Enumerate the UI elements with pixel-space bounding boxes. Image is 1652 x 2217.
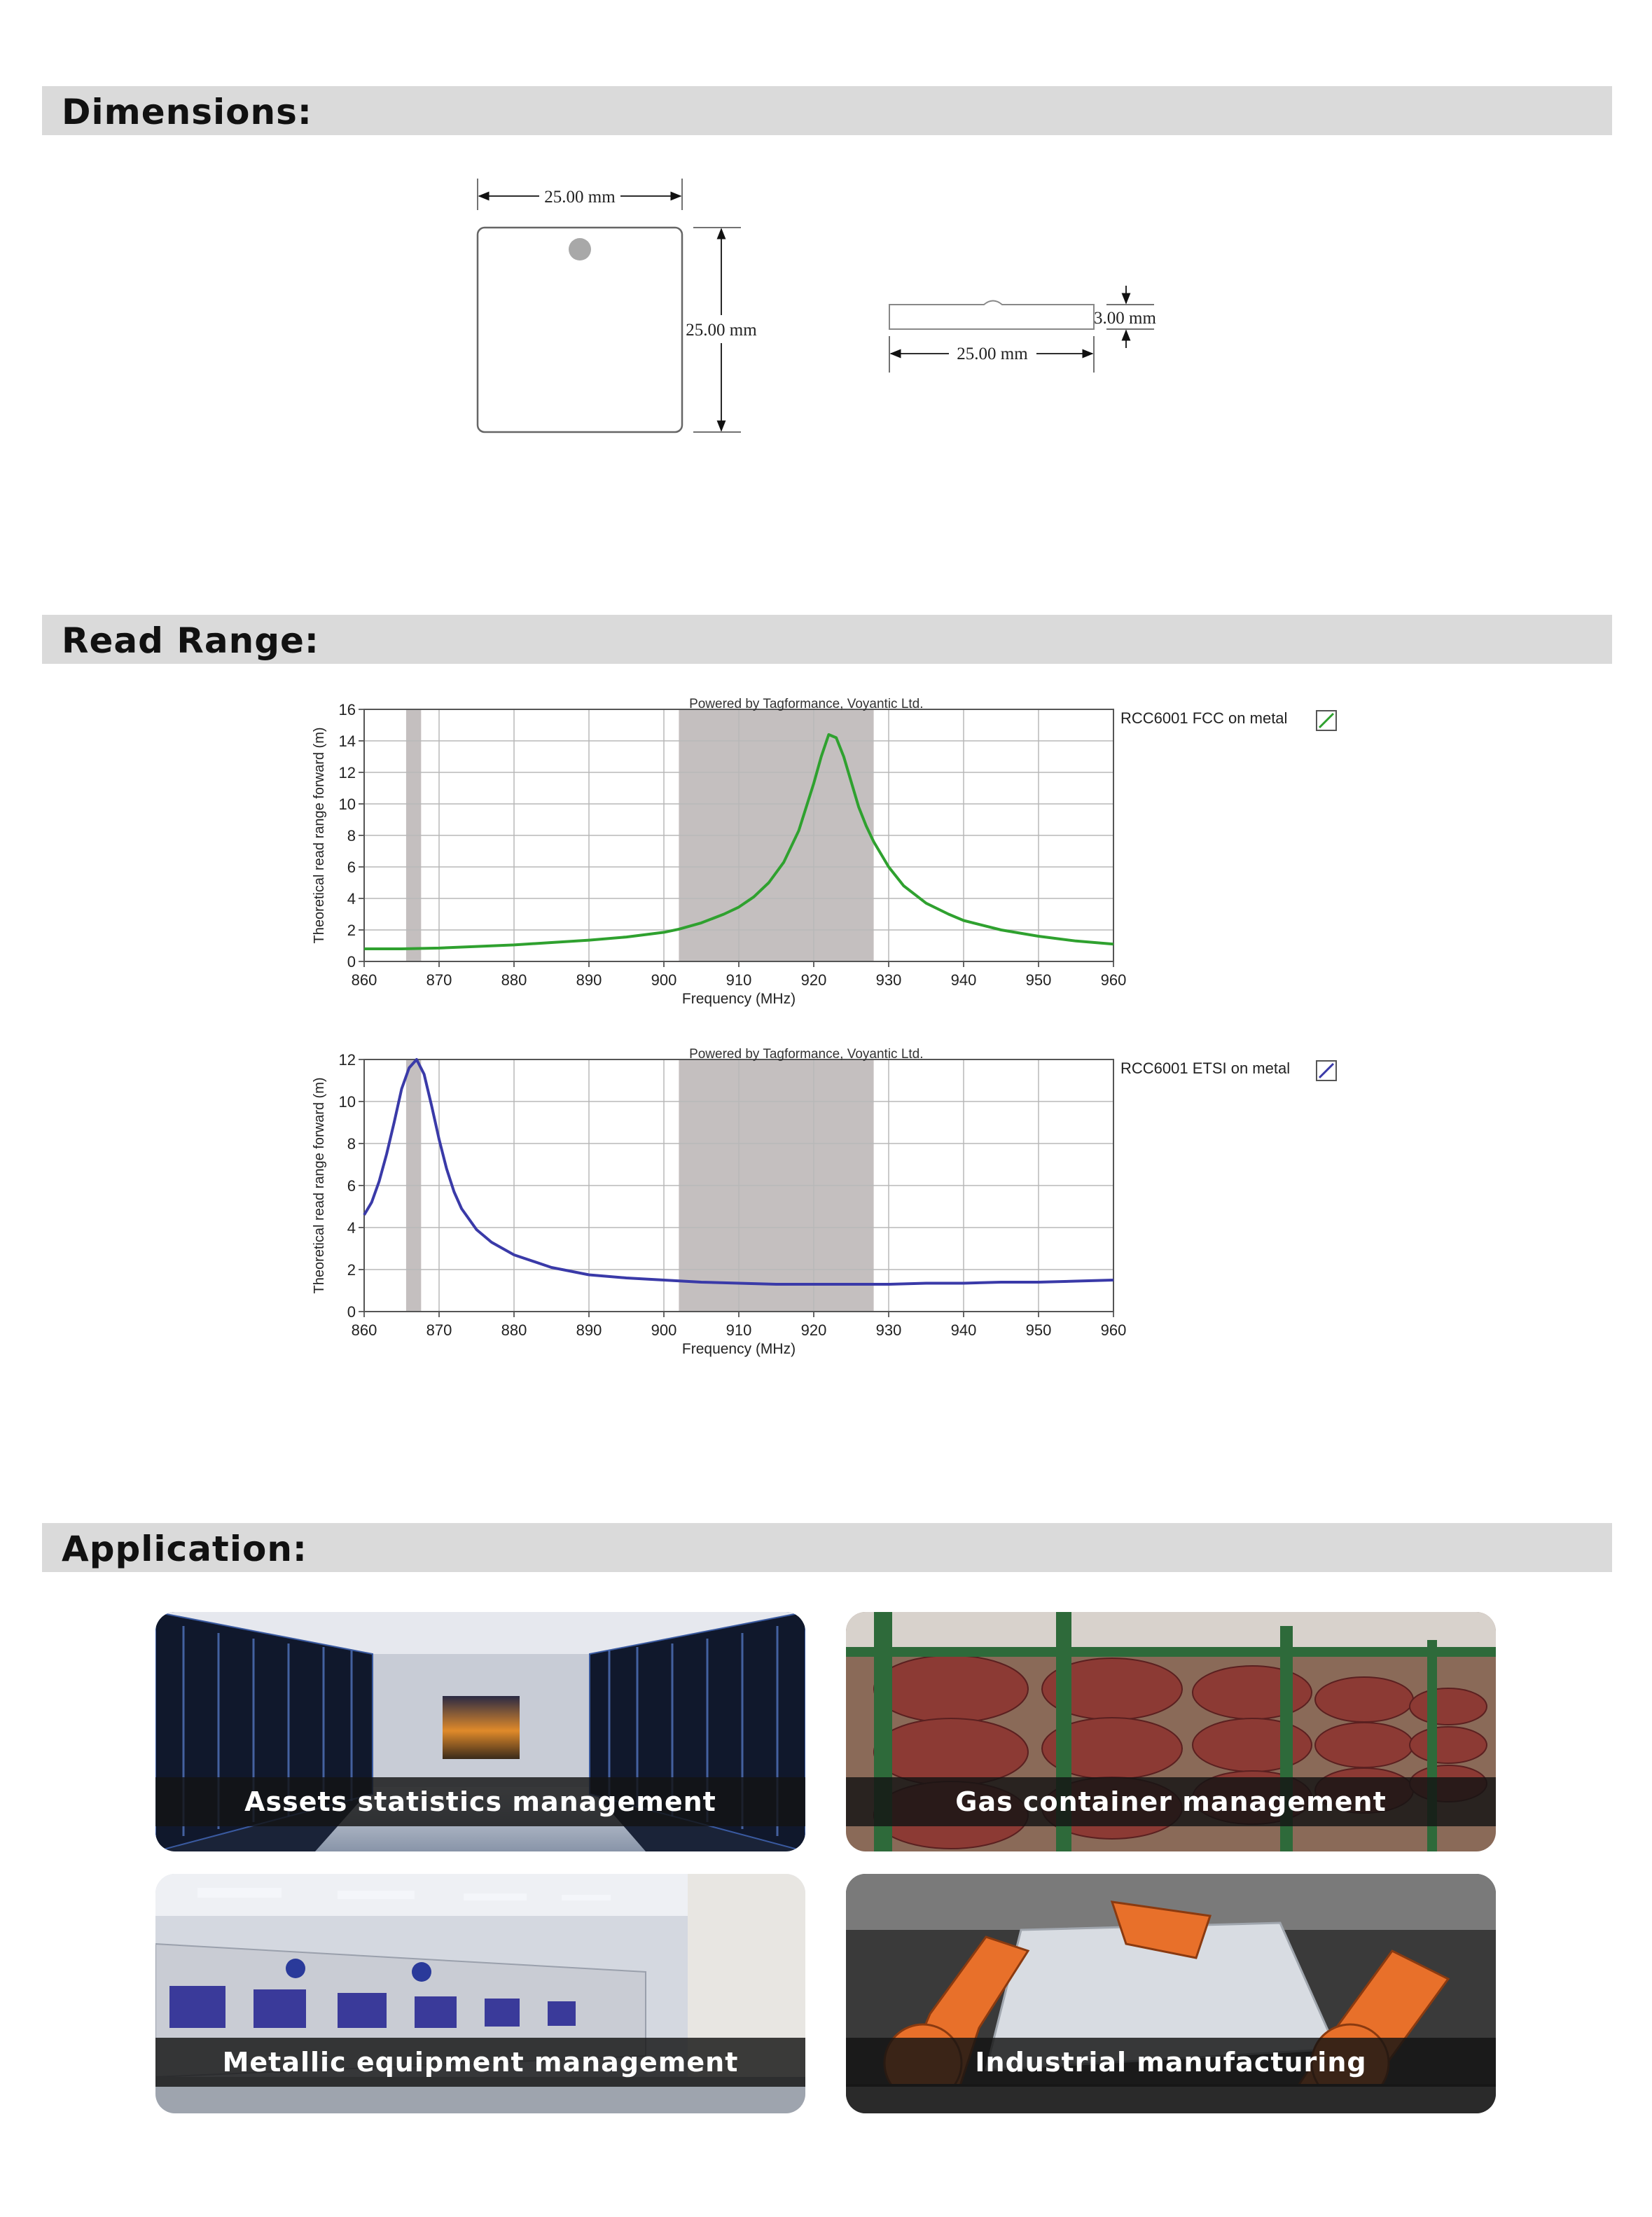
tag-side-view [889, 301, 1094, 330]
section-title: Read Range: [62, 620, 319, 661]
y-tick-label: 0 [347, 1303, 356, 1321]
chart-title: Powered by Tagformance, Voyantic Ltd. [689, 1047, 924, 1062]
y-tick-label: 12 [338, 1051, 356, 1069]
application-card-metallic [155, 1874, 805, 2113]
y-tick-label: 16 [338, 701, 356, 718]
x-tick-label: 920 [800, 1321, 827, 1339]
section-header-read-range [42, 615, 1612, 664]
legend-label: RCC6001 ETSI on metal [1120, 1059, 1291, 1077]
chart-title: Powered by Tagformance, Voyantic Ltd. [689, 697, 924, 711]
y-tick-label: 6 [347, 1177, 356, 1195]
fcc-read-range-chart [308, 693, 1359, 1015]
y-tick-label: 2 [347, 922, 356, 939]
section-header-application [42, 1523, 1612, 1572]
y-tick-label: 0 [347, 953, 356, 971]
x-tick-label: 930 [875, 971, 902, 989]
x-tick-label: 900 [651, 971, 677, 989]
application-card-assets [155, 1612, 805, 1851]
application-card-gas [846, 1612, 1496, 1851]
x-tick-label: 920 [800, 971, 827, 989]
x-axis-label: Frequency (MHz) [681, 1341, 796, 1357]
x-tick-label: 870 [426, 1321, 452, 1339]
y-tick-label: 8 [347, 1135, 356, 1153]
x-tick-label: 930 [875, 1321, 902, 1339]
y-tick-label: 4 [347, 1219, 356, 1237]
y-axis-label: Theoretical read range forward (m) [312, 1077, 327, 1294]
x-tick-label: 860 [351, 971, 377, 989]
legend-label: RCC6001 FCC on metal [1120, 709, 1288, 727]
section-title: Dimensions: [62, 92, 312, 132]
y-tick-label: 14 [338, 732, 356, 750]
x-tick-label: 860 [351, 1321, 377, 1339]
y-tick-label: 4 [347, 890, 356, 908]
mount-hole [569, 238, 591, 260]
dimension-drawing [0, 0, 1652, 476]
x-tick-label: 880 [501, 971, 527, 989]
x-tick-label: 950 [1025, 971, 1052, 989]
section-title: Application: [62, 1529, 307, 1569]
x-tick-label: 870 [426, 971, 452, 989]
x-tick-label: 890 [576, 1321, 602, 1339]
y-tick-label: 10 [338, 795, 356, 813]
x-tick-label: 940 [950, 971, 977, 989]
y-tick-label: 2 [347, 1261, 356, 1279]
y-tick-label: 8 [347, 827, 356, 845]
side-thickness-label: 3.00 mm [1094, 309, 1156, 328]
application-card-industrial [846, 1874, 1496, 2113]
x-tick-label: 880 [501, 1321, 527, 1339]
x-tick-label: 910 [726, 1321, 752, 1339]
x-tick-label: 960 [1100, 971, 1127, 989]
application-label: Assets statistics management [155, 1777, 805, 1826]
y-tick-label: 12 [338, 764, 356, 781]
y-tick-label: 6 [347, 859, 356, 876]
application-label: Gas container management [846, 1777, 1496, 1826]
front-height-label: 25.00 mm [686, 321, 757, 340]
etsi-read-range-chart [308, 1043, 1359, 1365]
x-axis-label: Frequency (MHz) [681, 991, 796, 1007]
y-axis-label: Theoretical read range forward (m) [312, 727, 327, 944]
x-tick-label: 890 [576, 971, 602, 989]
y-tick-label: 10 [338, 1093, 356, 1111]
application-label: Metallic equipment management [155, 2038, 805, 2087]
x-tick-label: 940 [950, 1321, 977, 1339]
x-tick-label: 960 [1100, 1321, 1127, 1339]
x-tick-label: 900 [651, 1321, 677, 1339]
front-width-label: 25.00 mm [544, 188, 616, 207]
application-label: Industrial manufacturing [846, 2038, 1496, 2087]
side-width-label: 25.00 mm [957, 345, 1028, 363]
x-tick-label: 910 [726, 971, 752, 989]
x-tick-label: 950 [1025, 1321, 1052, 1339]
